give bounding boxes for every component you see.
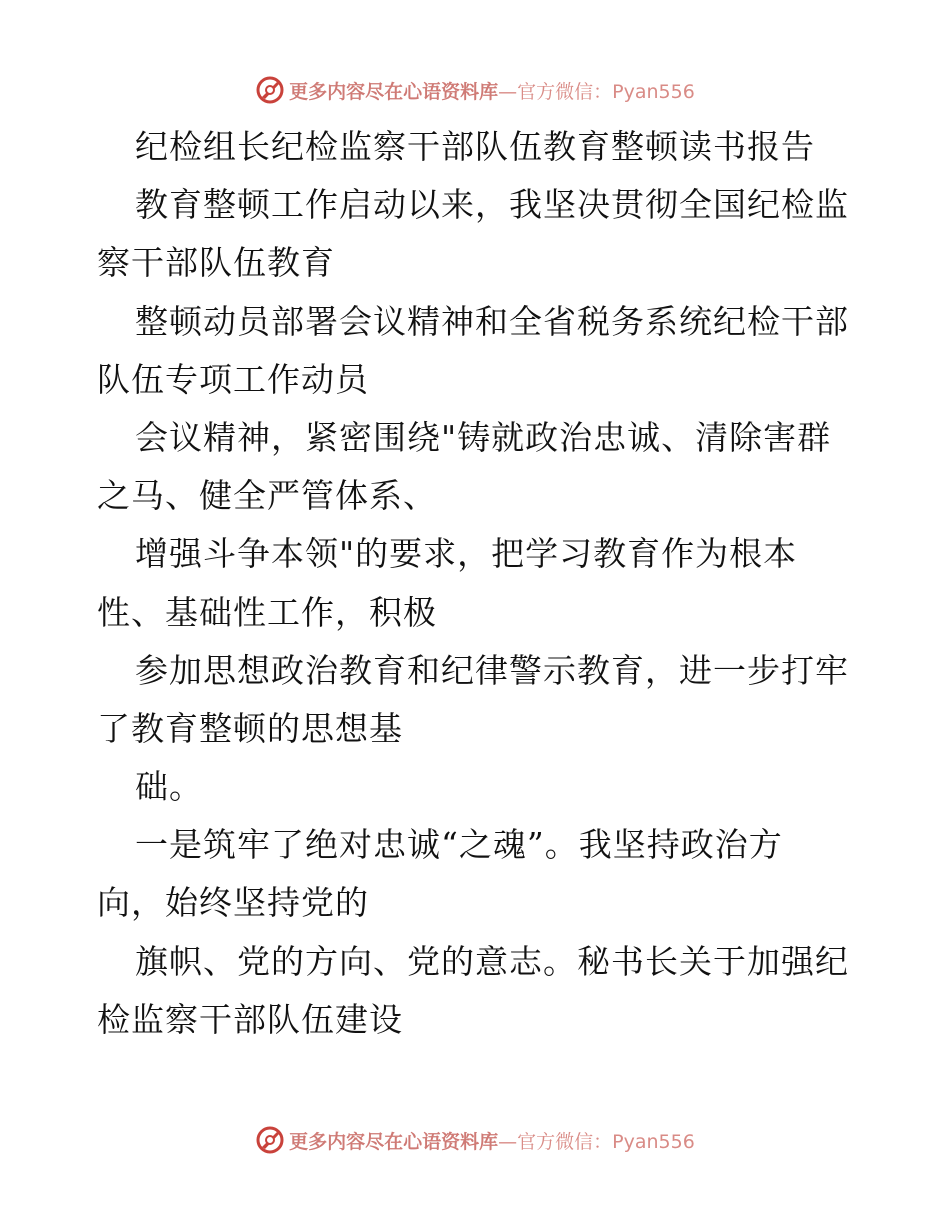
text-line: 察干部队伍教育 [97, 243, 335, 283]
banner-wechat: 官方微信：Pyan556 [517, 1130, 695, 1153]
text-line: 了教育整顿的思想基 [97, 708, 403, 748]
text-line: 教育整顿工作启动以来，我坚决贯彻全国纪检监 [135, 185, 849, 225]
text-line: 向，始终坚持党的 [97, 883, 369, 923]
text-line: 整顿动员部署会议精神和全省税务系统纪检干部 [135, 301, 849, 341]
banner-text-main: 更多内容尽在心语资料库 [289, 1130, 499, 1153]
text-line: 之马、健全严管体系、 [97, 476, 437, 516]
footer-banner [0, 1120, 950, 1160]
text-line: 增强斗争本领"的要求，把学习教育作为根本 [135, 534, 798, 574]
document-body [97, 118, 857, 1049]
quill-logo-icon [255, 75, 285, 105]
quill-logo-icon [255, 1125, 285, 1155]
banner-separator: — [498, 1130, 518, 1153]
header-banner [0, 70, 950, 110]
banner-separator: — [498, 80, 518, 103]
text-line: 检监察干部队伍建设 [97, 999, 403, 1039]
text-line: 性、基础性工作，积极 [97, 592, 437, 632]
text-line: 纪检组长纪检监察干部队伍教育整顿读书报告 [135, 127, 815, 166]
text-line: 参加思想政治教育和纪律警示教育，进一步打牢 [135, 650, 849, 690]
text-line: 一是筑牢了绝对忠诚“之魂”。我坚持政治方 [135, 825, 783, 865]
banner-text [289, 1127, 695, 1154]
text-line: 旗帜、党的方向、党的意志。秘书长关于加强纪 [135, 941, 849, 981]
text-line: 队伍专项工作动员 [97, 359, 369, 399]
banner-text-main: 更多内容尽在心语资料库 [289, 80, 499, 103]
text-line: 础。 [135, 767, 203, 807]
banner-text [289, 77, 695, 104]
banner-wechat: 官方微信：Pyan556 [517, 80, 695, 103]
text-line: 会议精神，紧密围绕"铸就政治忠诚、清除害群 [135, 417, 832, 457]
